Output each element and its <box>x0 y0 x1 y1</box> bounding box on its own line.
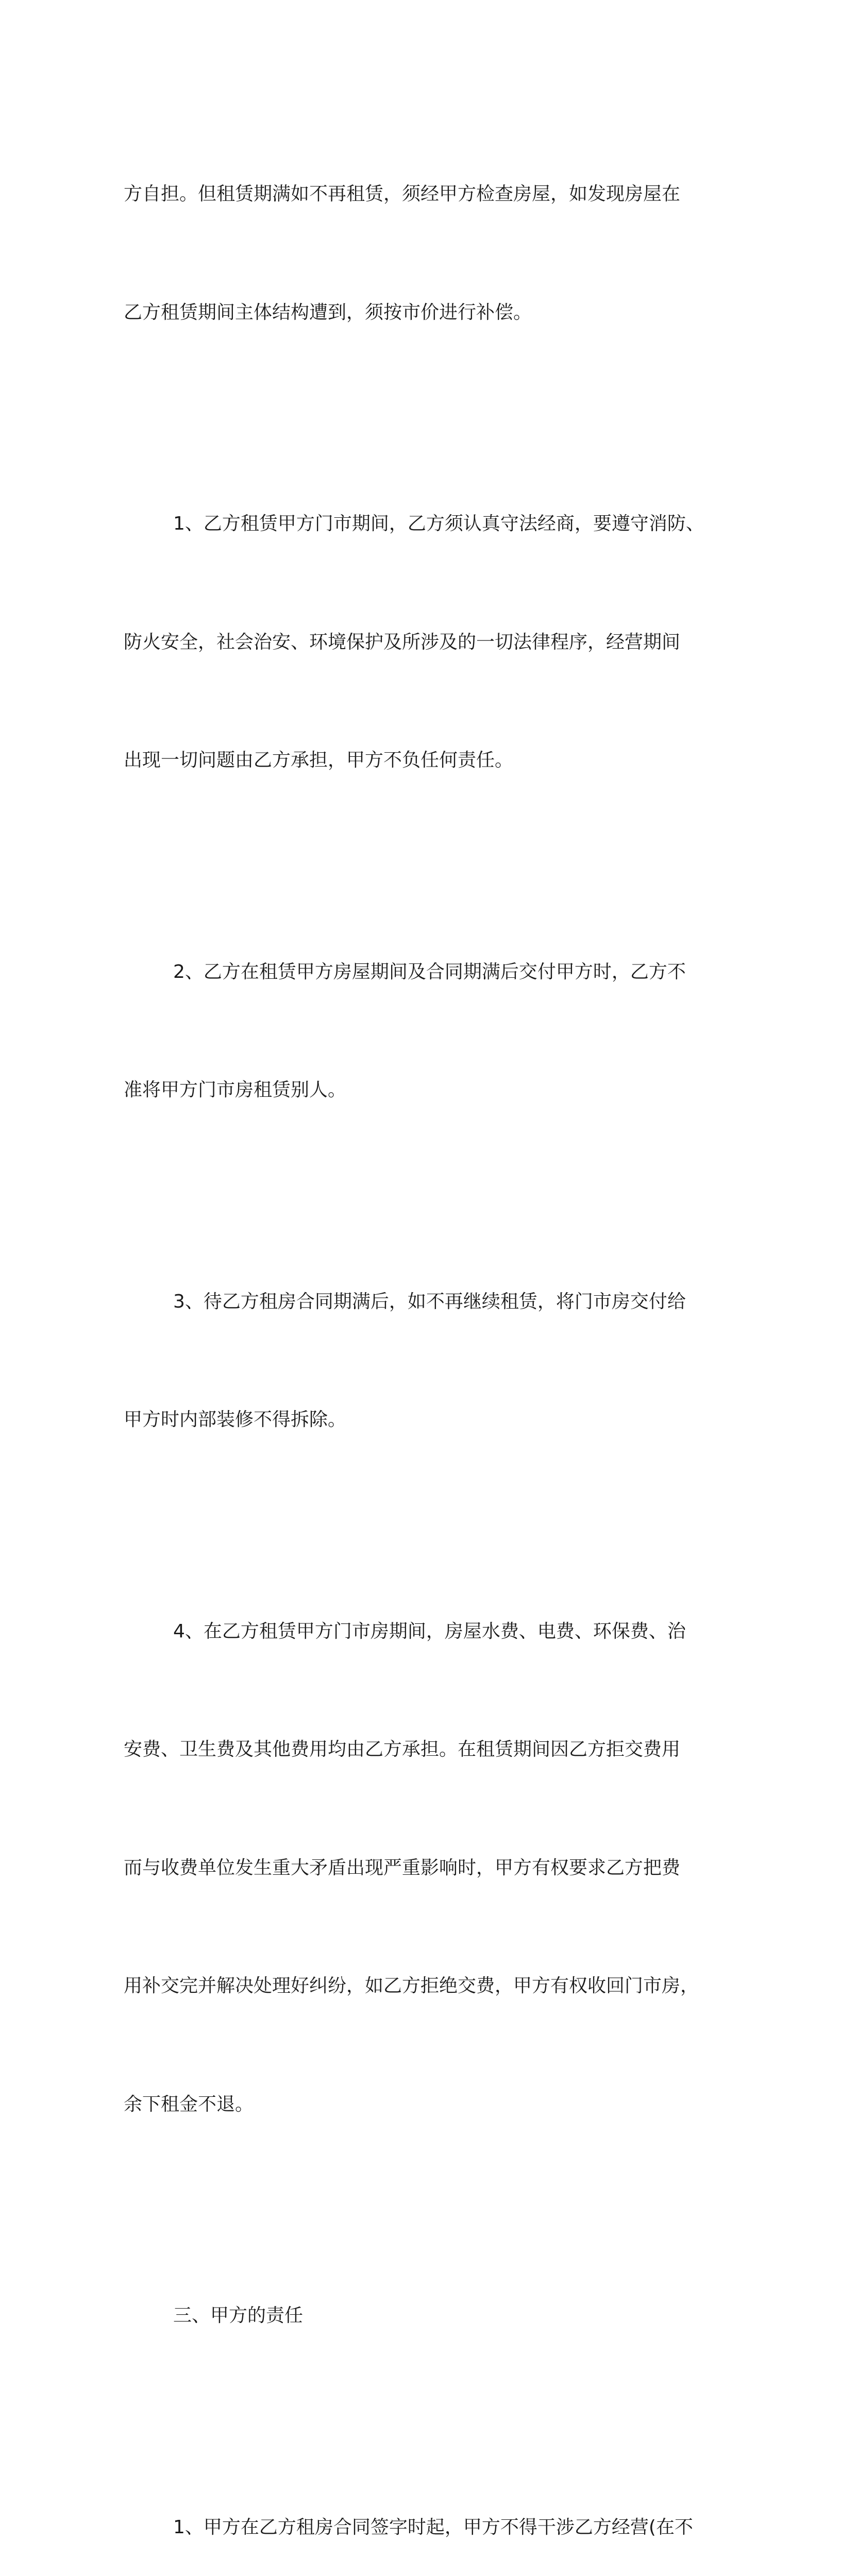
text-line: 防火安全，社会治安、环境保护及所涉及的一切法律程序，经营期间 <box>124 623 711 663</box>
text-line: 乙方租赁期间主体结构遭到，须按市价进行补偿。 <box>124 293 711 333</box>
document-page <box>0 0 841 1088</box>
document-body <box>124 96 711 2576</box>
text-line: 用补交完并解决处理好纠纷，如乙方拒绝交费，甲方有权收回门市房， <box>124 1967 711 2006</box>
section-heading <box>124 2217 711 2415</box>
text-line: 出现一切问题由乙方承担，甲方不负任何责任。 <box>124 741 711 781</box>
text-line: 方自担。但租赁期满如不再租赁，须经甲方检查房屋，如发现房屋在 <box>124 175 711 214</box>
section-title: 三、甲方的责任 <box>124 2296 711 2336</box>
text-line: 2、乙方在租赁甲方房屋期间及合同期满后交付甲方时，乙方不 <box>124 953 711 992</box>
text-line: 余下租金不退。 <box>124 2085 711 2125</box>
paragraph-continuation <box>124 96 711 411</box>
text-line: 1、乙方租赁甲方门市期间，乙方须认真守法经商，要遵守消防、 <box>124 504 711 544</box>
text-line: 准将甲方门市房租赁别人。 <box>124 1071 711 1110</box>
paragraph-clause-3 <box>124 1204 711 1519</box>
text-line: 而与收费单位发生重大矛盾出现严重影响时，甲方有权要求乙方把费 <box>124 1849 711 1888</box>
text-line: 4、在乙方租赁甲方门市房期间，房屋水费、电费、环保费、治 <box>124 1612 711 1652</box>
text-line: 甲方时内部装修不得拆除。 <box>124 1400 711 1440</box>
paragraph-clause-2 <box>124 874 711 1189</box>
paragraph-party-a-clause-1 <box>124 2429 711 2576</box>
text-line: 3、待乙方租房合同期满后，如不再继续租赁，将门市房交付给 <box>124 1282 711 1322</box>
text-line: 安费、卫生费及其他费用均由乙方承担。在租赁期间因乙方拒交费用 <box>124 1730 711 1770</box>
text-line: 1、甲方在乙方租房合同签字时起，甲方不得干涉乙方经营(在不 <box>124 2508 711 2548</box>
paragraph-clause-4 <box>124 1533 711 2204</box>
paragraph-clause-1 <box>124 426 711 859</box>
